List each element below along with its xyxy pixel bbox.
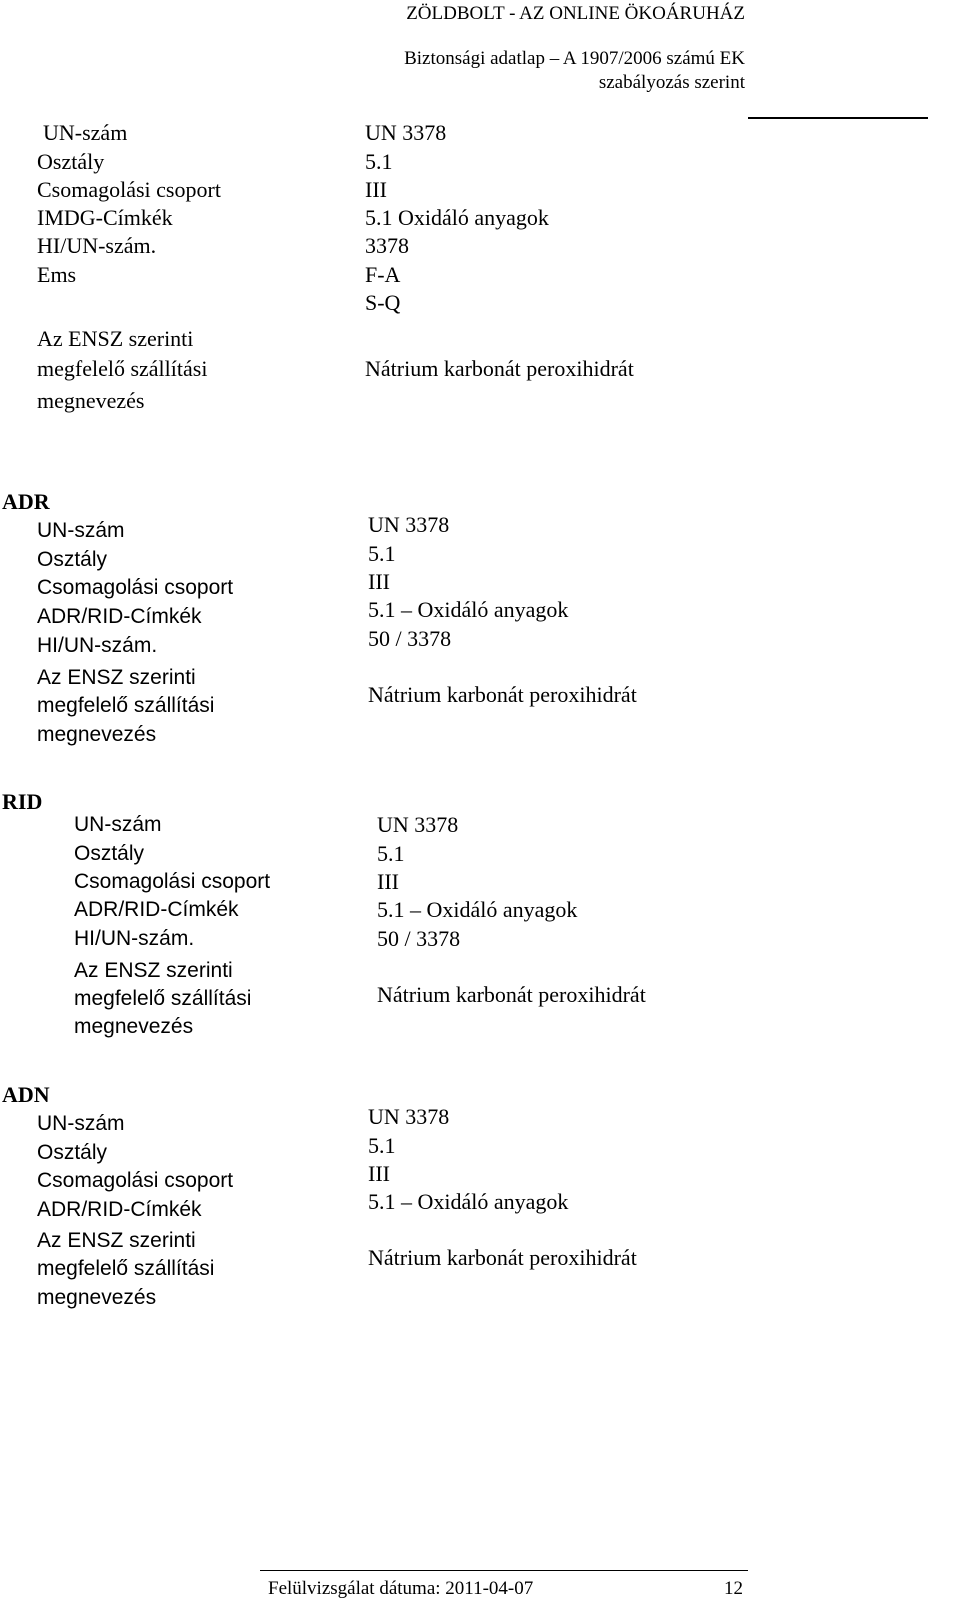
rid-value-un-number: UN 3378 bbox=[377, 812, 459, 837]
adn-title: ADN bbox=[2, 1082, 50, 1107]
adr-value-packing-group: III bbox=[368, 569, 390, 594]
adn-value-packing-group: III bbox=[368, 1161, 390, 1186]
adr-label-hazard-id: HI/UN-szám. bbox=[37, 634, 158, 657]
rid-value-packing-group: III bbox=[377, 869, 399, 894]
imdg-value-class: 5.1 bbox=[365, 149, 393, 174]
adr-label-shipping-name-2: megfelelő szállítási bbox=[37, 694, 215, 717]
rid-label-packing-group: Csomagolási csoport bbox=[74, 870, 271, 893]
adn-value-class: 5.1 bbox=[368, 1133, 396, 1158]
rid-value-hazard-id: 50 / 3378 bbox=[377, 926, 461, 951]
rid-label-class: Osztály bbox=[74, 842, 145, 865]
page-number: 12 bbox=[724, 1578, 743, 1599]
rid-label-shipping-name-2: megfelelő szállítási bbox=[74, 987, 252, 1010]
imdg-value-labels: 5.1 Oxidáló anyagok bbox=[365, 205, 549, 230]
adn-value-shipping-name: Nátrium karbonát peroxihidrát bbox=[368, 1245, 637, 1270]
imdg-label-un-number: UN-szám bbox=[43, 120, 128, 145]
rid-value-shipping-name: Nátrium karbonát peroxihidrát bbox=[377, 982, 646, 1007]
imdg-label-ems: Ems bbox=[37, 262, 77, 287]
rid-title: RID bbox=[2, 789, 43, 814]
adr-value-labels: 5.1 – Oxidáló anyagok bbox=[368, 597, 569, 622]
header-rule bbox=[748, 117, 928, 119]
imdg-value-ems-fire: F-A bbox=[365, 262, 401, 287]
review-date: Felülvizsgálat dátuma: 2011-04-07 bbox=[268, 1578, 534, 1599]
adn-label-class: Osztály bbox=[37, 1141, 108, 1164]
adr-value-hazard-id: 50 / 3378 bbox=[368, 626, 452, 651]
rid-value-class: 5.1 bbox=[377, 841, 405, 866]
imdg-value-shipping-name: Nátrium karbonát peroxihidrát bbox=[365, 356, 634, 381]
imdg-value-un-number: UN 3378 bbox=[365, 120, 447, 145]
adr-label-un-number: UN-szám bbox=[37, 519, 125, 542]
adr-value-class: 5.1 bbox=[368, 541, 396, 566]
adr-label-shipping-name-3: megnevezés bbox=[37, 723, 157, 746]
document-subtitle-line1: Biztonsági adatlap – A 1907/2006 számú EK bbox=[404, 48, 745, 69]
adn-label-packing-group: Csomagolási csoport bbox=[37, 1169, 234, 1192]
adr-title: ADR bbox=[2, 489, 50, 514]
imdg-label-packing-group: Csomagolási csoport bbox=[37, 177, 221, 202]
adr-value-un-number: UN 3378 bbox=[368, 512, 450, 537]
imdg-value-packing-group: III bbox=[365, 177, 387, 202]
adn-value-un-number: UN 3378 bbox=[368, 1104, 450, 1129]
imdg-value-hazard-id: 3378 bbox=[365, 233, 409, 258]
adr-label-packing-group: Csomagolási csoport bbox=[37, 576, 234, 599]
document-subtitle-line2: szabályozás szerint bbox=[598, 72, 745, 93]
adn-value-labels: 5.1 – Oxidáló anyagok bbox=[368, 1189, 569, 1214]
rid-label-hazard-id: HI/UN-szám. bbox=[74, 927, 195, 950]
adn-label-shipping-name-2: megfelelő szállítási bbox=[37, 1257, 215, 1280]
adn-label-un-number: UN-szám bbox=[37, 1112, 125, 1135]
company-name: ZÖLDBOLT - AZ ONLINE ÖKOÁRUHÁZ bbox=[406, 3, 745, 24]
imdg-label-shipping-name-1: Az ENSZ szerinti bbox=[37, 326, 194, 351]
imdg-value-ems-spill: S-Q bbox=[365, 290, 401, 315]
imdg-label-hazard-id: HI/UN-szám. bbox=[37, 233, 157, 258]
rid-label-shipping-name-3: megnevezés bbox=[74, 1015, 194, 1038]
adn-label-labels: ADR/RID-Címkék bbox=[37, 1198, 202, 1221]
adr-value-shipping-name: Nátrium karbonát peroxihidrát bbox=[368, 682, 637, 707]
imdg-label-labels: IMDG-Címkék bbox=[37, 205, 173, 230]
adn-label-shipping-name-1: Az ENSZ szerinti bbox=[37, 1229, 196, 1252]
rid-label-labels: ADR/RID-Címkék bbox=[74, 898, 239, 921]
footer-rule bbox=[260, 1570, 748, 1571]
adn-label-shipping-name-3: megnevezés bbox=[37, 1286, 157, 1309]
adr-label-labels: ADR/RID-Címkék bbox=[37, 605, 202, 628]
imdg-label-shipping-name-3: megnevezés bbox=[37, 388, 145, 413]
rid-value-labels: 5.1 – Oxidáló anyagok bbox=[377, 897, 578, 922]
adr-label-class: Osztály bbox=[37, 548, 108, 571]
rid-label-shipping-name-1: Az ENSZ szerinti bbox=[74, 959, 233, 982]
imdg-label-shipping-name-2: megfelelő szállítási bbox=[37, 356, 208, 381]
adr-label-shipping-name-1: Az ENSZ szerinti bbox=[37, 666, 196, 689]
imdg-label-class: Osztály bbox=[37, 149, 105, 174]
rid-label-un-number: UN-szám bbox=[74, 813, 162, 836]
